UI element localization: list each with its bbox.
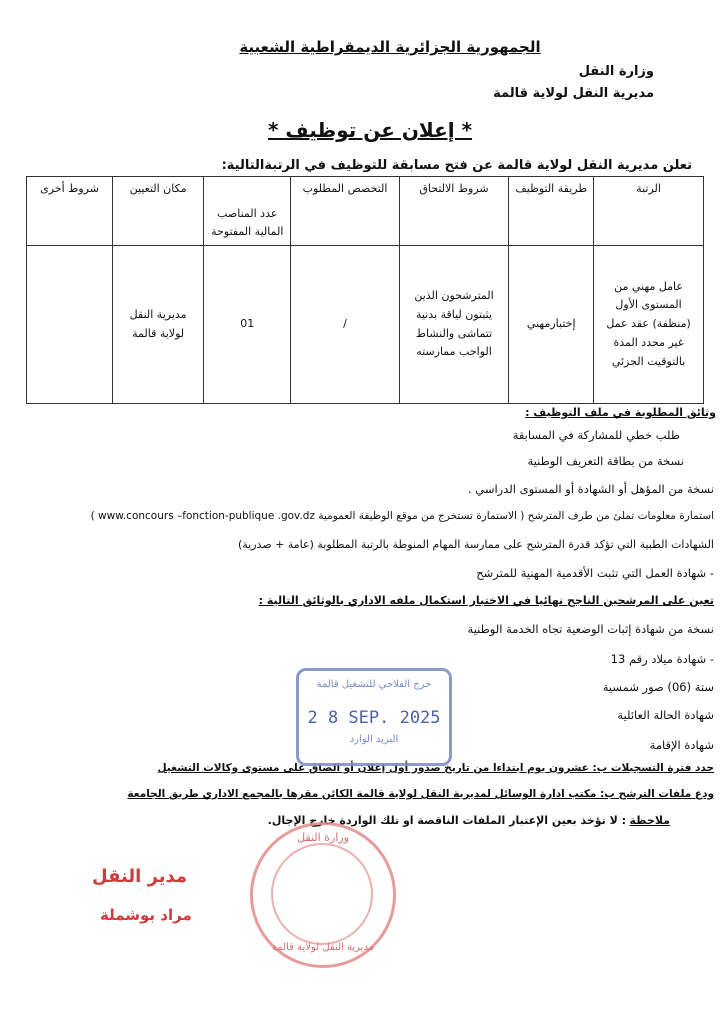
col-location: مكان التعيين [113, 177, 204, 246]
final-doc-item: نسخة من شهادة إثبات الوضعية تجاه الخدمة الوطنية [467, 622, 714, 636]
cell-conditions: المترشحون الذين يثبتون لياقة بدنية تتماشى والنشاط الواجب ممارسته [399, 246, 509, 404]
cell-specialty: / [291, 246, 399, 404]
ministry-name: وزارة النقل [578, 64, 654, 79]
docs-title: وثائق المطلوبة في ملف التوظيف : [525, 406, 716, 419]
col-other: شروط أخرى [27, 177, 113, 246]
received-stamp-top: خرج الفلاحي للتشغيل قالمة [316, 679, 432, 690]
col-rank: الرتبة [594, 177, 704, 246]
note-label: ملاحظة [629, 814, 670, 827]
official-seal [250, 822, 396, 968]
signature-name: مراد بوشملة [100, 906, 192, 924]
registration-period: حدد فترة التسجيلات ب: عشرون يوم ابتداءا من تاريخ صدور أول إعلان أو الصاق على مستوى وكالات التشغيل [157, 762, 714, 774]
col-specialty: التخصص المطلوب [291, 177, 399, 246]
final-doc-item: - شهادة ميلاد رقم 13 [610, 652, 714, 666]
final-doc-item: شهادة الحالة العائلية [617, 708, 714, 722]
seal-top-text: وزارة النقل [297, 831, 349, 844]
received-stamp-date: 2 8 SEP. 2025 [307, 708, 441, 728]
doc-item: الشهادات الطبية التي تؤكد قدرة المترشح على ممارسة المهام المنوطة بالرتبة المطلوبة (عامة + صدرية) [237, 538, 714, 551]
doc-item: نسخة من بطاقة التعريف الوطنية [527, 454, 684, 468]
final-doc-item: شهادة الإقامة [649, 738, 714, 752]
cell-location: مديرية النقل لولاية قالمة [113, 246, 204, 404]
republic-heading: الجمهورية الجزائرية الديمقراطية الشعبية [239, 38, 541, 56]
cell-method: إختبارمهني [509, 246, 594, 404]
cell-positions: 01 [204, 246, 291, 404]
signature-title: مدير النقل [92, 866, 188, 887]
intro-text: تعلن مديرية النقل لولاية قالمة عن فتح مسابقة للتوظيف في الرتبةالتالية: [221, 158, 692, 173]
doc-item: استمارة معلومات تملئ من طرف المترشح ( الاستمارة تستخرج من موقع الوظيفة العمومية www.concours –fonction-publique .gov.dz ) [90, 510, 714, 522]
deposit-place: ودع ملفات الترشح ب: مكتب ادارة الوسائل لمديرية النقل لولاية قالمة الكائن مقرها بالمجمع الاداري طريق الجامعة [127, 788, 714, 800]
doc-item: طلب خطي للمشاركة في المسابقة [512, 428, 680, 442]
doc-item: نسخة من المؤهل أو الشهادة أو المستوى الدراسي . [467, 482, 714, 496]
seal-bottom-text: مديرية النقل لولاية قالمة [271, 942, 375, 953]
positions-table [26, 176, 704, 404]
note-text: : لا تؤخذ بعين الإعتبار الملفات الناقصة او تلك الواردة خارج الإجال. [267, 814, 627, 827]
final-doc-item: ستة (06) صور شمسية [602, 680, 714, 694]
col-method: طريقة التوظيف [509, 177, 594, 246]
received-stamp-bottom: البريد الوارد [349, 734, 399, 745]
col-positions: عدد المناصب المالية المفتوحة [204, 177, 291, 246]
received-stamp [296, 668, 452, 766]
cell-rank: عامل مهني من المستوى الأول (منظفة) عقد عمل غير محدد المدة بالتوقيت الجزئي [594, 246, 704, 404]
seal-inner-ring [271, 843, 373, 945]
table-header-row [27, 177, 704, 246]
announcement-title: * إعلان عن توظيف * [267, 118, 473, 142]
table-row [27, 246, 704, 404]
cell-other [27, 246, 113, 404]
col-conditions: شروط الالتحاق [399, 177, 509, 246]
direction-name: مديرية النقل لولاية قالمة [493, 86, 654, 101]
final-docs-title: تعين على المرشحين الناجح نهائيا في الاختبار استكمال ملفه الاداري بالوثائق التالية : [258, 594, 714, 607]
doc-item: - شهادة العمل التي تثبت الأقدمية المهنية للمترشح [476, 566, 714, 580]
